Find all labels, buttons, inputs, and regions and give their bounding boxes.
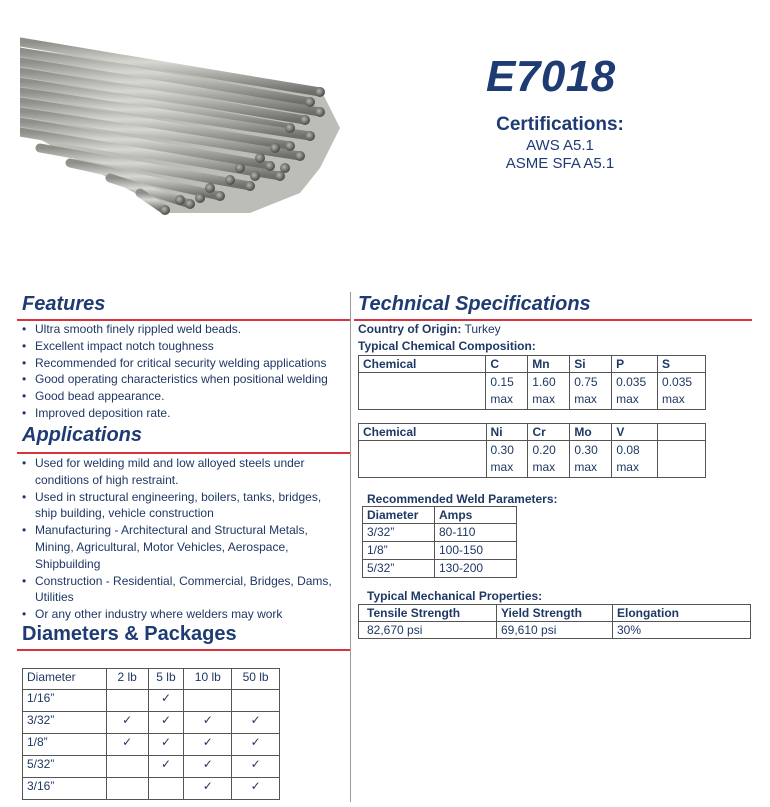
header-cell [658, 424, 706, 441]
chemical-table-2 [358, 423, 706, 478]
cell-value [528, 441, 570, 478]
cell-value [486, 441, 528, 478]
check-cell: ✓ [232, 778, 280, 800]
cell-diameter: 3/32” [23, 712, 107, 734]
check-cell: ✓ [232, 712, 280, 734]
max-label: max [532, 460, 556, 474]
column-divider [350, 292, 351, 802]
table-header-row [363, 507, 517, 524]
header-cell: Tensile Strength [359, 605, 497, 622]
cell-value [359, 441, 487, 478]
check-cell: ✓ [148, 756, 184, 778]
check-cell: ✓ [148, 690, 184, 712]
value-text: 0.08 [616, 443, 640, 457]
max-label: max [616, 392, 639, 406]
header-cell: C [486, 356, 528, 373]
max-label: max [490, 460, 514, 474]
list-item: • Recommended for critical security welding applications [20, 355, 345, 372]
value-text: 0.15 [490, 375, 514, 389]
header-cell: V [612, 424, 658, 441]
cell-diameter: 1/16” [23, 690, 107, 712]
list-item: • Good bead appearance. [20, 388, 345, 405]
check-cell [184, 690, 232, 712]
weld-params-table [362, 506, 517, 578]
check-cell [232, 690, 280, 712]
table-row [359, 622, 751, 639]
max-label: max [616, 460, 639, 474]
diameters-table [22, 668, 280, 800]
certification-aws: AWS A5.1 [526, 137, 594, 154]
table-header-row [359, 424, 706, 441]
check-cell [106, 690, 148, 712]
header-diameter: Diameter [23, 669, 107, 690]
table-row [363, 560, 517, 578]
list-item: • Used for welding mild and low alloyed steels under conditions of high restraint. [20, 455, 338, 489]
cell-amps: 100-150 [435, 542, 517, 560]
weld-params-heading: Recommended Weld Parameters: [367, 492, 558, 506]
value-text: 1.60 [532, 375, 556, 389]
table-row [363, 524, 517, 542]
cell-value [658, 441, 706, 478]
cell-value [359, 373, 486, 410]
diameters-rule [17, 649, 350, 651]
header-2lb: 2 lb [106, 669, 148, 690]
header-cell: Si [570, 356, 612, 373]
origin-value: Turkey [464, 322, 501, 336]
chemical-table-1 [358, 355, 706, 410]
cell-value [612, 373, 658, 410]
table-row [363, 542, 517, 560]
table-row [23, 734, 280, 756]
header-cell: Diameter [363, 507, 435, 524]
list-item: • Improved deposition rate. [20, 405, 345, 422]
table-header-row [23, 669, 280, 690]
header-cell: Mo [570, 424, 612, 441]
max-label: max [574, 460, 598, 474]
header-cell: Chemical [359, 424, 487, 441]
table-row [23, 690, 280, 712]
cell-amps: 130-200 [435, 560, 517, 578]
cell-value [612, 441, 658, 478]
list-item: • Excellent impact notch toughness [20, 338, 345, 355]
max-label: max [662, 392, 685, 406]
value-text: 0.75 [574, 375, 598, 389]
table-header-row [359, 605, 751, 622]
table-row [23, 778, 280, 800]
check-cell: ✓ [184, 756, 232, 778]
max-label: max [574, 392, 597, 406]
table-row [359, 441, 706, 478]
chemical-heading: Typical Chemical Composition: [358, 339, 536, 353]
check-cell: ✓ [184, 734, 232, 756]
check-cell: ✓ [232, 734, 280, 756]
diameters-heading: Diameters & Packages [22, 623, 237, 645]
check-cell: ✓ [106, 712, 148, 734]
header-cell: Mn [528, 356, 570, 373]
cell-diameter: 3/16” [23, 778, 107, 800]
yield-value: 69,610 psi [497, 622, 613, 639]
header-50lb: 50 lb [232, 669, 280, 690]
list-item: • Or any other industry where welders may work [20, 606, 338, 623]
mechanical-heading: Typical Mechanical Properties: [367, 589, 543, 603]
tech-specs-rule [354, 319, 752, 321]
elongation-value: 30% [613, 622, 751, 639]
list-item: • Ultra smooth finely rippled weld beads. [20, 321, 345, 338]
check-cell: ✓ [184, 778, 232, 800]
header-cell: Yield Strength [497, 605, 613, 622]
check-cell: ✓ [184, 712, 232, 734]
certification-asme: ASME SFA A5.1 [505, 155, 615, 172]
value-text: 0.30 [490, 443, 514, 457]
value-text: 0.20 [532, 443, 556, 457]
origin-line [358, 322, 501, 336]
header-cell: Chemical [359, 356, 486, 373]
origin-label: Country of Origin: [358, 322, 462, 336]
check-cell: ✓ [106, 734, 148, 756]
cell-diameter: 5/32” [23, 756, 107, 778]
list-item: • Construction - Residential, Commercial, Bridges, Dams, Utilities [20, 573, 338, 607]
cell-value [486, 373, 528, 410]
welding-rods-image [20, 28, 342, 233]
value-text: 0.035 [662, 375, 693, 389]
mechanical-table [358, 604, 751, 639]
cell-value [658, 373, 706, 410]
table-header-row [359, 356, 706, 373]
max-label: max [490, 392, 514, 406]
list-item: • Good operating characteristics when positional welding [20, 371, 345, 388]
cell-diameter: 5/32” [363, 560, 435, 578]
applications-rule [17, 452, 350, 454]
cell-diameter: 1/8” [23, 734, 107, 756]
header-cell: P [612, 356, 658, 373]
header-cell: Elongation [613, 605, 751, 622]
cell-diameter: 1/8” [363, 542, 435, 560]
header-5lb: 5 lb [148, 669, 184, 690]
header-10lb: 10 lb [184, 669, 232, 690]
cell-amps: 80-110 [435, 524, 517, 542]
list-item: • Manufacturing - Architectural and Structural Metals, Mining, Agricultural, Motor Vehicles, Aerospace, Shipbuilding [20, 522, 338, 572]
cell-value [528, 373, 570, 410]
cell-diameter: 3/32” [363, 524, 435, 542]
tensile-value: 82,670 psi [359, 622, 497, 639]
product-title: E7018 [486, 52, 616, 101]
tech-specs-heading: Technical Specifications [358, 293, 591, 315]
check-cell [106, 756, 148, 778]
header-cell: Cr [528, 424, 570, 441]
value-text: 0.30 [574, 443, 598, 457]
table-row [23, 756, 280, 778]
check-cell: ✓ [232, 756, 280, 778]
features-list [20, 321, 345, 422]
header-cell: Ni [486, 424, 528, 441]
header-cell: S [658, 356, 706, 373]
header-cell: Amps [435, 507, 517, 524]
applications-heading: Applications [22, 424, 143, 446]
certifications-heading: Certifications: [496, 114, 624, 135]
table-row [359, 373, 706, 410]
check-cell: ✓ [148, 712, 184, 734]
list-item: • Used in structural engineering, boilers, tanks, bridges, ship building, vehicle construction [20, 489, 338, 523]
check-cell: ✓ [148, 734, 184, 756]
check-cell [106, 778, 148, 800]
value-text: 0.035 [616, 375, 647, 389]
applications-list [20, 455, 338, 623]
cell-value [570, 441, 612, 478]
features-heading: Features [22, 293, 106, 315]
table-row [23, 712, 280, 734]
cell-value [570, 373, 612, 410]
check-cell [148, 778, 184, 800]
max-label: max [532, 392, 555, 406]
